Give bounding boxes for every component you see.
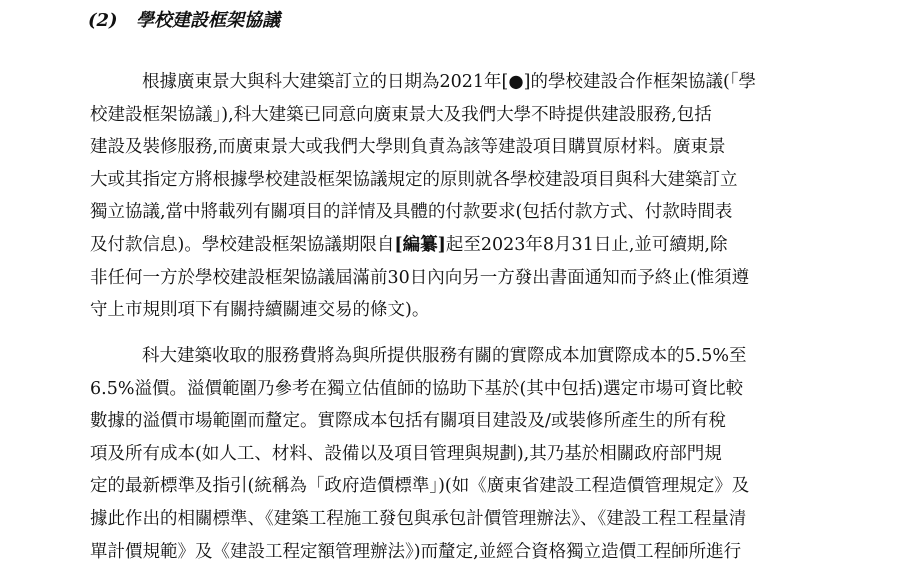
- text-line: 數據的溢價市場範圍而釐定。實際成本包括有關項目建設及/或裝修所產生的所有稅: [90, 411, 726, 432]
- text-line: 守上市規則項下有關持續關連交易的條文)。: [90, 300, 430, 321]
- text-line: 單計價規範》及《建設工程定額管理辦法》)而釐定,並經合資格獨立造價工程師所進行: [90, 541, 742, 562]
- section-title: 學校建設框架協議: [136, 10, 280, 31]
- paragraph-agreement: [90, 66, 850, 327]
- text-line: 根據廣東景大與科大建築訂立的日期為2021年[●]的學校建設合作框架協議(「學: [142, 72, 757, 92]
- section-heading: [88, 6, 280, 32]
- text-line: 建設及裝修服務,而廣東景大或我們大學則負責為該等建設項目購買原材料。廣東景: [90, 137, 726, 158]
- text-line: 據此作出的相關標準、《建築工程施工發包與承包計價管理辦法》、《建設工程工程量清: [90, 508, 747, 529]
- paragraph-service-fee: [90, 340, 850, 568]
- text-line: 定的最新標準及指引(統稱為「政府造價標準」)(如《廣東省建設工程造價管理規定》及: [90, 476, 750, 497]
- text-line: 非任何一方於學校建設框架協議屆滿前30日內向另一方發出書面通知而予終止(惟須遵: [90, 267, 750, 288]
- text-line: 校建設框架協議」),科大建築已同意向廣東景大及我們大學不時提供建設服務,包括: [90, 104, 712, 125]
- section-number: (2): [88, 10, 118, 31]
- redacted-marker: [編纂]: [394, 234, 446, 255]
- text-line: 項及所有成本(如人工、材料、設備以及項目管理與規劃),其乃基於相關政府部門規: [90, 443, 722, 464]
- text-line: 科大建築收取的服務費將為與所提供服務有關的實際成本加實際成本的5.5%至: [142, 346, 747, 366]
- text-line: 及付款信息)。學校建設框架協議期限自[編纂]起至2023年8月31日止,並可續期,除: [90, 234, 728, 255]
- text-line: 6.5%溢價。溢價範圍乃參考在獨立估值師的協助下基於(其中包括)選定市場可資比較: [90, 378, 744, 399]
- text-line: 獨立協議,當中將載列有關項目的詳情及具體的付款要求(包括付款方式、付款時間表: [90, 202, 733, 223]
- text-line: 大或其指定方將根據學校建設框架協議規定的原則就各學校建設項目與科大建築訂立: [90, 169, 738, 190]
